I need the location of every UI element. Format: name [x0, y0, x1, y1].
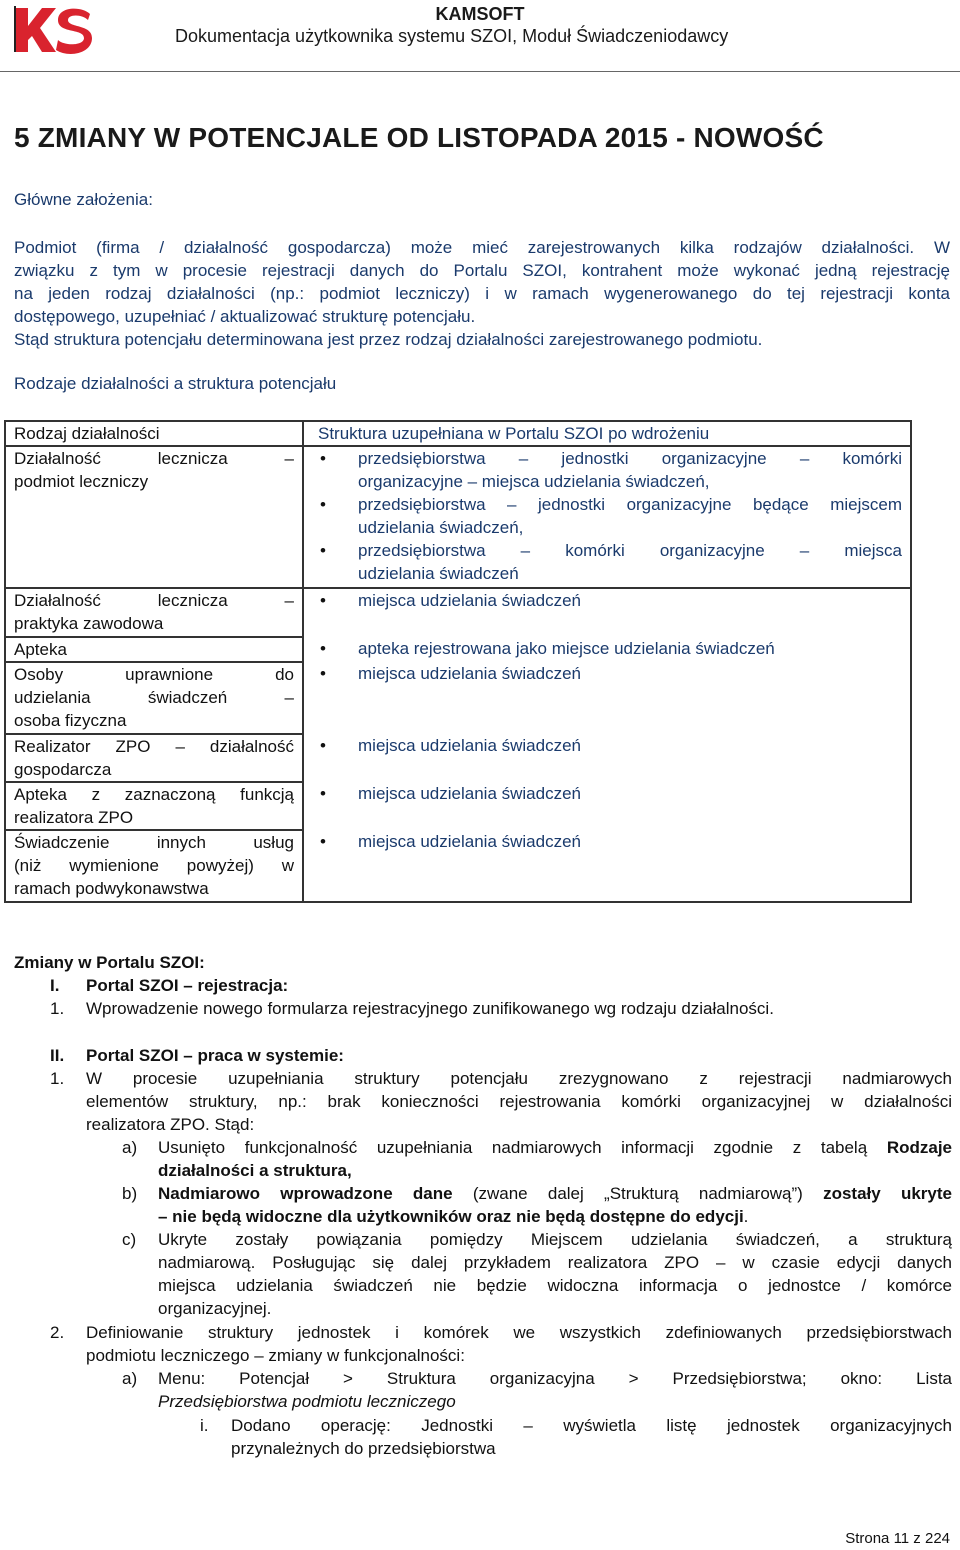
- list-item: • miejsca udzielania świadczeń: [318, 589, 902, 612]
- subitem-a-text: Usunięto funkcjonalność uzupełniania nadmiarowych informacji zgodnie z tabelą Rodzaje działalności a struktura,: [158, 1138, 952, 1180]
- table-row: [5, 588, 911, 637]
- table-header-row: [5, 421, 911, 446]
- section-1-title: Portal SZOI – rejestracja:: [86, 976, 289, 995]
- table-caption: Rodzaje działalności a struktura potencjału: [14, 374, 337, 393]
- subitem-b-text: Nadmiarowo wprowadzone dane (zwane dalej „Strukturą nadmiarową”) zostały ukryte – nie będą widoczne dla użytkowników oraz nie będą dostępne do edycji.: [158, 1184, 952, 1226]
- registration-form-item: Wprowadzenie nowego formularza rejestracyjnego zunifikowanego wg rodzaju działalności.: [86, 999, 774, 1018]
- table-row: [5, 637, 911, 662]
- list-item: • miejsca udzielania świadczeń: [318, 734, 902, 757]
- document-subtitle: Dokumentacja użytkownika systemu SZOI, Moduł Świadczeniodawcy: [175, 26, 729, 46]
- structure-cell: [303, 662, 911, 734]
- list-item: • apteka rejestrowana jako miejsce udzielania świadczeń: [318, 637, 902, 660]
- activity-type: Apteka z zaznaczoną funkcją realizatora ZPO: [5, 782, 303, 830]
- list-item: • przedsiębiorstwa – komórki organizacyjne – miejsca udzielania świadczeń: [318, 539, 902, 585]
- section-2-number: II.: [50, 1046, 65, 1065]
- column-header-activity: Rodzaj działalności: [5, 421, 303, 446]
- subitem-letter: a): [122, 1369, 138, 1388]
- roman-subitem-number: i.: [200, 1416, 209, 1435]
- intro-line: Podmiot (firma / działalność gospodarcza) może mieć zarejestrowanych kilka rodzajów działalności. W: [14, 238, 950, 257]
- structure-cell: [303, 734, 911, 782]
- item-number: 1.: [50, 999, 65, 1018]
- page-number: Strona 11 z 224: [845, 1530, 950, 1547]
- intro-line: dostępowego, uzupełniać / aktualizować strukturę potencjału.: [14, 307, 476, 326]
- activity-type: Działalność lecznicza – podmiot leczniczy: [5, 446, 303, 588]
- structure-cell: [303, 637, 911, 662]
- list-item: • przedsiębiorstwa – jednostki organizacyjne będące miejscem udzielania świadczeń,: [318, 493, 902, 539]
- list-item: • przedsiębiorstwa – jednostki organizacyjne – komórki organizacyjne – miejsca udzielania świadczeń,: [318, 447, 902, 493]
- section-1-number: I.: [50, 976, 60, 995]
- activity-type: Osoby uprawnione do udzielania świadczeń – osoba fizyczna: [5, 662, 303, 734]
- activity-type: Realizator ZPO – działalność gospodarcza: [5, 734, 303, 782]
- changes-heading: Zmiany w Portalu SZOI:: [14, 953, 205, 972]
- intro-line: na jeden rodzaj działalności (np.: podmiot leczniczy) i w ramach wygenerowanego do tej rejestracji konta: [14, 284, 950, 303]
- structure-cell: [303, 588, 911, 637]
- activity-type: Świadczenie innych usług (niż wymienione powyżej) w ramach podwykonawstwa: [5, 830, 303, 902]
- intro-line: Stąd struktura potencjału determinowana jest przez rodzaj działalności zarejestrowanego podmiotu.: [14, 330, 763, 349]
- structure-cell: [303, 446, 911, 588]
- structure-definition-paragraph: Definiowanie struktury jednostek i komórek we wszystkich zdefiniowanych przedsiębiorstwach podmiotu leczniczego – zmiany w funkcjonalności:: [86, 1323, 952, 1365]
- menu-path-text: Menu: Potencjał > Struktura organizacyjna > Przedsiębiorstwa; okno: Lista Przedsiębiorstwa podmiotu leczniczego: [158, 1369, 952, 1411]
- activity-structure-table: [4, 420, 912, 903]
- intro-line: związku z tym w procesie rejestracji danych do Portalu SZOI, kontrahent może wykonać jedną rejestrację: [14, 261, 950, 280]
- subitem-letter: b): [122, 1184, 138, 1203]
- structure-cell: [303, 782, 911, 830]
- subitem-letter: a): [122, 1138, 138, 1157]
- list-item: • miejsca udzielania świadczeń: [318, 830, 902, 853]
- header-divider: [0, 71, 960, 72]
- structure-cell: [303, 830, 911, 902]
- item-number: 1.: [50, 1069, 65, 1088]
- redundant-structure-paragraph: W procesie uzupełniania struktury potencjału zrezygnowano z rejestracji nadmiarowych elementów struktury, np.: brak konieczności rejestrowania komórki organizacyjnej w działalności realizatora ZPO. Stąd:: [86, 1069, 952, 1134]
- table-row: [5, 830, 911, 902]
- subitem-letter: c): [122, 1230, 137, 1249]
- chapter-title: 5 ZMIANY W POTENCJALE OD LISTOPADA 2015 - NOWOŚĆ: [14, 122, 824, 153]
- activity-type: Działalność lecznicza – praktyka zawodowa: [5, 588, 303, 637]
- subitem-c-text: Ukryte zostały powiązania pomiędzy Miejscem udzielania świadczeń, a strukturą nadmiarową. Posługując się dalej przykładem realizatora ZPO – w czasie edycji danych miejsca udzielania świadczeń nie będzie widoczna informacja o jednostce / komórce organizacyjnej.: [158, 1230, 952, 1318]
- table-row: [5, 782, 911, 830]
- table-row: [5, 662, 911, 734]
- units-operation-text: Dodano operację: Jednostki – wyświetla listę jednostek organizacyjnych przynależnych do przedsiębiorstwa: [231, 1416, 952, 1458]
- column-header-structure: Struktura uzupełniana w Portalu SZOI po wdrożeniu: [303, 421, 911, 446]
- intro-paragraph: [14, 236, 950, 351]
- main-assumptions-label: Główne założenia:: [14, 190, 153, 209]
- list-item: • miejsca udzielania świadczeń: [318, 662, 902, 685]
- table-row: [5, 734, 911, 782]
- company-name: KAMSOFT: [435, 4, 525, 24]
- section-2-title: Portal SZOI – praca w systemie:: [86, 1046, 344, 1065]
- item-number: 2.: [50, 1323, 65, 1342]
- table-row: [5, 446, 911, 588]
- activity-type: Apteka: [5, 637, 303, 662]
- list-item: • miejsca udzielania świadczeń: [318, 782, 902, 805]
